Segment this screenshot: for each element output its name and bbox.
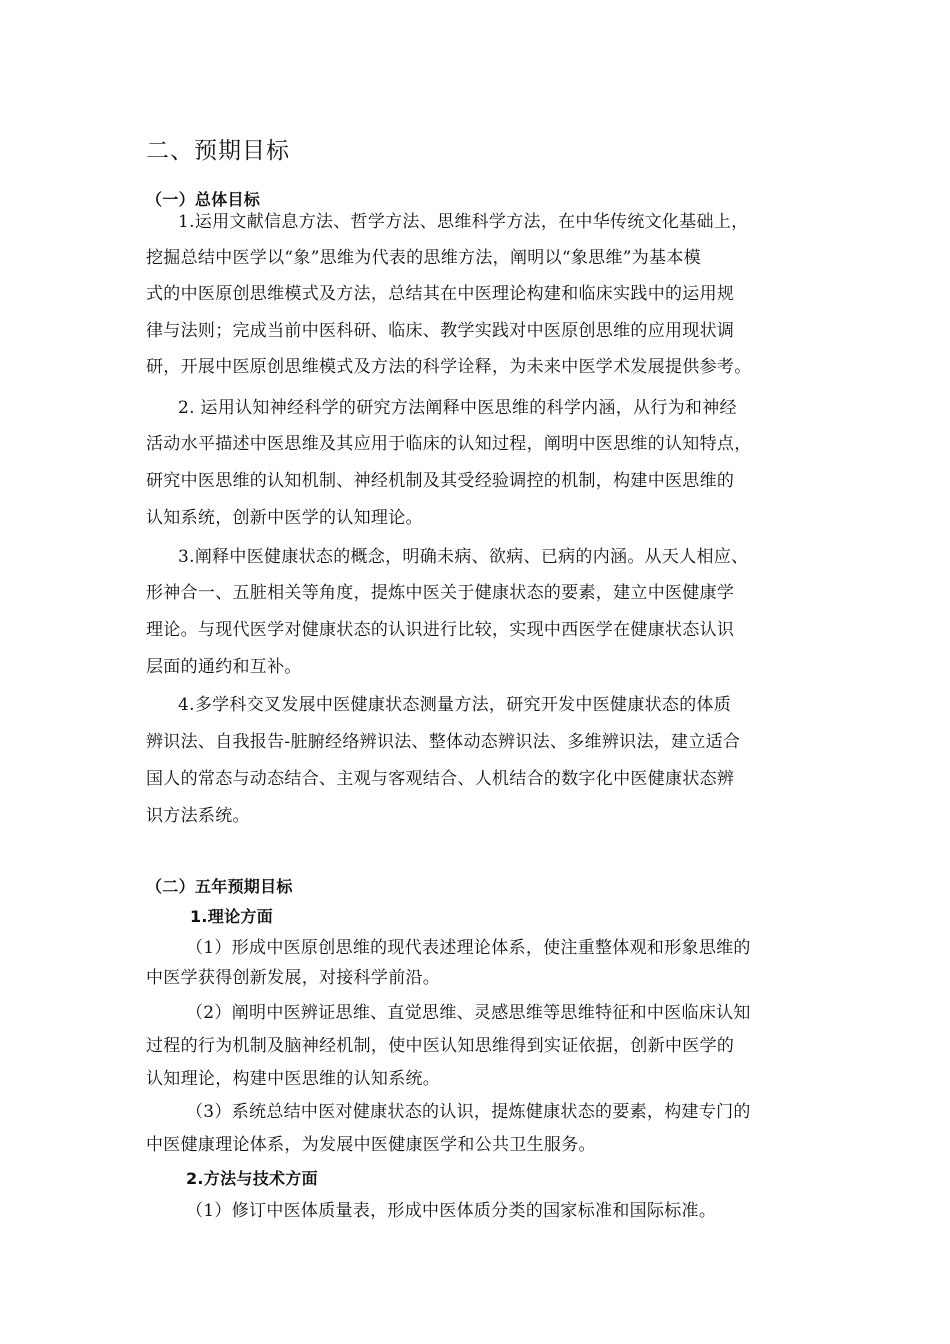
paragraph-line: 律与法则；完成当前中医科研、临床、教学实践对中医原创思维的应用现状调	[146, 321, 735, 341]
paragraph-line: 识方法系统。	[146, 806, 250, 826]
section-title: 二、预期目标	[146, 138, 290, 164]
methods-heading: 2.方法与技术方面	[186, 1169, 318, 1188]
paragraph-line: 国人的常态与动态结合、主观与客观结合、人机结合的数字化中医健康状态辨	[146, 769, 735, 789]
paragraph-line: 3.阐释中医健康状态的概念，明确未病、欲病、已病的内涵。从天人相应、	[178, 547, 749, 567]
five-year-goal-heading: （二）五年预期目标	[146, 877, 293, 896]
paragraph-line: 认知系统，创新中医学的认知理论。	[146, 508, 423, 528]
paragraph-line: 中医健康理论体系，为发展中医健康医学和公共卫生服务。	[146, 1135, 596, 1155]
paragraph-line: 中医学获得创新发展，对接科学前沿。	[146, 968, 441, 988]
paragraph-line: （3）系统总结中医对健康状态的认识，提炼健康状态的要素，构建专门的	[186, 1102, 751, 1122]
theory-heading: 1.理论方面	[190, 907, 274, 926]
paragraph-line: 形神合一、五脏相关等角度，提炼中医关于健康状态的要素，建立中医健康学	[146, 583, 735, 603]
paragraph-line: 1.运用文献信息方法、哲学方法、思维科学方法，在中华传统文化基础上，	[178, 212, 749, 232]
paragraph-line: 挖掘总结中医学以“象”思维为代表的思维方法，阐明以“象思维”为基本模	[146, 248, 701, 268]
overall-goal-heading: （一）总体目标	[146, 190, 261, 209]
paragraph-line: 2. 运用认知神经科学的研究方法阐释中医思维的科学内涵，从行为和神经	[178, 398, 737, 418]
paragraph-line: 研究中医思维的认知机制、神经机制及其受经验调控的机制，构建中医思维的	[146, 471, 735, 491]
paragraph-line: （1）形成中医原创思维的现代表述理论体系，使注重整体观和形象思维的	[186, 938, 751, 958]
paragraph-line: 理论。与现代医学对健康状态的认识进行比较，实现中西医学在健康状态认识	[146, 620, 735, 640]
paragraph-line: （1）修订中医体质量表，形成中医体质分类的国家标准和国际标准。	[186, 1201, 717, 1221]
paragraph-line: 辨识法、自我报告-脏腑经络辨识法、整体动态辨识法、多维辨识法，建立适合	[146, 732, 741, 752]
paragraph-line: 研，开展中医原创思维模式及方法的科学诠释，为未来中医学术发展提供参考。	[146, 357, 752, 377]
paragraph-line: 层面的通约和互补。	[146, 657, 302, 677]
paragraph-line: 活动水平描述中医思维及其应用于临床的认知过程，阐明中医思维的认知特点，	[146, 434, 752, 454]
paragraph-line: 过程的行为机制及脑神经机制，使中医认知思维得到实证依据，创新中医学的	[146, 1036, 735, 1056]
paragraph-line: 式的中医原创思维模式及方法，总结其在中医理论构建和临床实践中的运用规	[146, 284, 735, 304]
paragraph-line: 4.多学科交叉发展中医健康状态测量方法，研究开发中医健康状态的体质	[178, 695, 732, 715]
paragraph-line: 认知理论，构建中医思维的认知系统。	[146, 1069, 441, 1089]
paragraph-line: （2）阐明中医辨证思维、直觉思维、灵感思维等思维特征和中医临床认知	[186, 1003, 751, 1023]
